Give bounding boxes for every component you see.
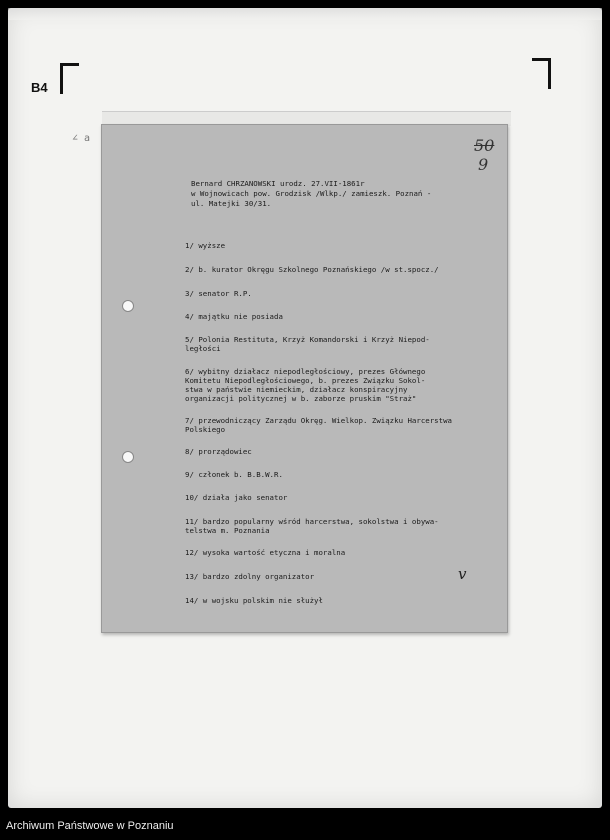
entry-9: 9/ członek b. B.B.W.R.	[185, 470, 283, 479]
entry-12: 12/ wysoka wartość etyczna i moralna	[185, 548, 346, 557]
entry-8: 8/ prorządowiec	[185, 447, 252, 456]
crop-corner-left	[60, 63, 79, 94]
entry-4: 4/ majątku nie posiada	[185, 312, 283, 321]
entry-14: 14/ w wojsku polskim nie służył	[185, 596, 323, 605]
film-code-label: B4	[31, 80, 48, 95]
entry-7: 7/ przewodniczący Zarządu Okręg. Wielkop. Związku Harcerstwa Polskiego	[185, 416, 452, 434]
handwritten-page-number	[474, 136, 514, 174]
page-number-old: 50	[474, 136, 495, 155]
entry-5: 5/ Polonia Restituta, Krzyż Komandorski i Krzyż Niepod- ległości	[185, 335, 430, 353]
entry-1: 1/ wyższe	[185, 241, 226, 250]
entry-6: 6/ wybitny działacz niepodległościowy, prezes Głównego Komitetu Niepodległościowego, b. prezes Związku Sokol- stwa w państwie niemieckim, działacz konspiracyjny organizacji politycznej w b. zaborze pruskim "Straż"	[185, 367, 426, 403]
film-small-mark: ∠ a	[72, 133, 91, 144]
punch-hole	[122, 300, 134, 312]
film-edge	[8, 8, 602, 20]
entry-10: 10/ działa jako senator	[185, 493, 288, 502]
person-header: Bernard CHRZANOWSKI urodz. 27.VII-1861r w Wojnowicach pow. Grodzisk /Wlkp./ zamieszk. Poznań - ul. Matejki 30/31.	[191, 179, 432, 208]
entry-3: 3/ senator R.P.	[185, 289, 252, 298]
punch-hole	[122, 451, 134, 463]
entry-13: 13/ bardzo zdolny organizator	[185, 572, 315, 581]
document-page	[101, 124, 508, 633]
archive-label: Archiwum Państwowe w Poznaniu	[6, 820, 174, 832]
page-number-new: 9	[478, 155, 489, 174]
crop-corner-right	[532, 58, 551, 89]
entry-2: 2/ b. kurator Okręgu Szkolnego Poznańskiego /w st.spocz./	[185, 265, 439, 274]
handwritten-check-mark: v	[458, 565, 467, 583]
entry-11: 11/ bardzo popularny wśród harcerstwa, sokolstwa i obywa- telstwa m. Poznania	[185, 517, 439, 535]
